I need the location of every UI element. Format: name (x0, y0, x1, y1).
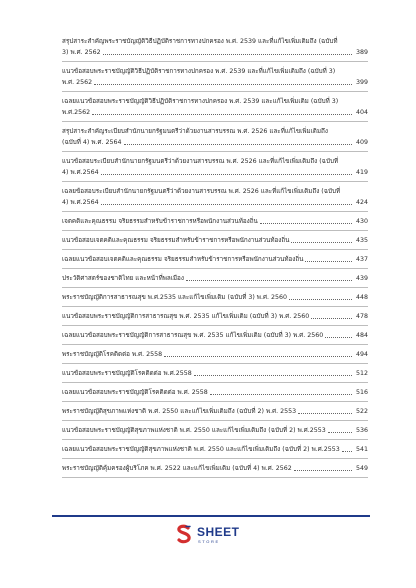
toc-divider (62, 477, 368, 478)
toc-entry-title: สรุปสาระสำคัญพระราชบัญญัติวิธีปฏิบัติราชการทางปกครอง พ.ศ. 2539 และที่แก้ไขเพิ่มเติมถึง (ฉบับที่ (62, 38, 338, 45)
toc-entry (62, 235, 368, 246)
toc-page-number: 439 (355, 275, 368, 282)
toc-divider (62, 230, 368, 231)
toc-entry (62, 330, 368, 341)
toc-divider (62, 287, 368, 288)
toc-divider (62, 401, 368, 402)
toc-entry (62, 96, 368, 118)
logo-s-icon (175, 524, 193, 544)
toc-divider (62, 344, 368, 345)
toc-entry (62, 444, 368, 455)
toc-entry-title: พระราชบัญญัติคุ้มครองผู้บริโภค พ.ศ. 2522 และแก้ไขเพิ่มเติม (ฉบับที่ 4) พ.ศ. 2562 (62, 465, 292, 472)
toc-page-number: 549 (355, 465, 368, 472)
toc-dot-leader (194, 375, 352, 376)
toc-divider (62, 211, 368, 212)
toc-page-number: 541 (355, 446, 368, 453)
toc-entry-title-continued: 4) พ.ศ.2564 (62, 169, 99, 176)
toc-page-number: 435 (355, 237, 368, 244)
toc-dot-leader (103, 54, 352, 55)
toc-dot-leader (342, 451, 352, 452)
toc-dot-leader (298, 413, 352, 414)
toc-entry-title: เฉลยแนวข้อสอบเจตคติและคุณธรรม จริยธรรมสำหรับข้าราชการหรือพนักงานส่วนท้องถิ่น (62, 256, 304, 263)
toc-dot-leader (101, 204, 352, 205)
toc-entry-title: พระราชบัญญัติการสาธารณสุข พ.ศ.2535 และแก้ไขเพิ่มเติม (ฉบับที่ 3) พ.ศ. 2560 (62, 294, 287, 301)
toc-dot-leader (210, 394, 352, 395)
toc-entry-title-continued: พ.ศ.2562 (62, 109, 91, 116)
toc-entry-title: แนวข้อสอบพระราชบัญญัติวิธีปฏิบัติราชการทางปกครอง พ.ศ. 2539 และที่แก้ไขเพิ่มเติมถึง (ฉบับที่ 3) (62, 68, 336, 75)
toc-entry-title: เฉลยแนวข้อสอบพระราชบัญญัติสุขภาพแห่งชาติ พ.ศ. 2550 และแก้ไขเพิ่มเติมถึง (ฉบับที่ 2) พ.ศ.2553 (62, 446, 340, 453)
toc-entry-title: แนวข้อสอบพระราชบัญญัติการสาธารณสุข พ.ศ. 2535 แก้ไขเพิ่มเติม (ฉบับที่ 3) พ.ศ. 2560 (62, 313, 310, 320)
toc-page-number: 409 (355, 139, 368, 146)
toc-divider (62, 121, 368, 122)
toc-entry-title-continued: 3) พ.ศ. 2562 (62, 49, 101, 56)
toc-divider (62, 249, 368, 250)
toc-page-number: 512 (355, 370, 368, 377)
toc-entry-title: เฉลยแนวข้อสอบพระราชบัญญัติการสาธารณสุข พ.ศ. 2535 แก้ไขเพิ่มเติม (ฉบับที่ 3) พ.ศ. 2560 (62, 332, 324, 339)
toc-entry-title-continued: พ.ศ. 2562 (62, 79, 93, 86)
toc-entry (62, 273, 368, 284)
toc-entry-title: สรุปสาระสำคัญระเบียบสำนักนายกรัฐมนตรีว่าด้วยงานสารบรรณ พ.ศ. 2526 และที่แก้ไขเพิ่มเติมถึง (62, 128, 328, 135)
toc-divider (62, 151, 368, 152)
toc-divider (62, 91, 368, 92)
toc-dot-leader (101, 174, 352, 175)
table-of-contents (62, 36, 368, 482)
toc-dot-leader (186, 280, 352, 281)
toc-entry-title: แนวข้อสอบระเบียบสำนักนายกรัฐมนตรีว่าด้วยงานสารบรรณ พ.ศ. 2526 และที่แก้ไขเพิ่มเติมถึง (ฉบับที่ (62, 158, 339, 165)
toc-entry-title: เจตคติและคุณธรรม จริยธรรมสำหรับข้าราชการหรือพนักงานส่วนท้องถิ่น (62, 218, 258, 225)
toc-entry (62, 368, 368, 379)
toc-entry (62, 66, 368, 88)
toc-page-number: 399 (355, 79, 368, 86)
toc-page-number: 424 (355, 199, 368, 206)
toc-page-number: 522 (355, 408, 368, 415)
toc-entry (62, 349, 368, 360)
toc-entry-title: แนวข้อสอบพระราชบัญญัติสุขภาพแห่งชาติ พ.ศ. 2550 และแก้ไขเพิ่มเติมถึง (ฉบับที่ 2) พ.ศ.2553 (62, 427, 326, 434)
toc-dot-leader (291, 242, 352, 243)
toc-entry (62, 387, 368, 398)
toc-entry-title: พระราชบัญญัติโรคติดต่อ พ.ศ. 2558 (62, 351, 163, 358)
toc-entry (62, 156, 368, 178)
toc-dot-leader (289, 299, 352, 300)
toc-entry (62, 406, 368, 417)
toc-divider (62, 420, 368, 421)
toc-page-number: 484 (355, 332, 368, 339)
toc-dot-leader (294, 470, 352, 471)
toc-page-number: 404 (355, 109, 368, 116)
toc-entry-title: ประวัติศาสตร์ของชาติไทย และหน้าที่พลเมือง (62, 275, 184, 282)
toc-page-number: 494 (355, 351, 368, 358)
toc-entry (62, 425, 368, 436)
toc-page-number: 516 (355, 389, 368, 396)
toc-page-number: 448 (355, 294, 368, 301)
toc-dot-leader (305, 261, 352, 262)
toc-entry-title: แนวข้อสอบเจตคติและคุณธรรม จริยธรรมสำหรับข้าราชการหรือพนักงานส่วนท้องถิ่น (62, 237, 290, 244)
toc-entry-title-continued: 4) พ.ศ.2564 (62, 199, 99, 206)
logo-brand: SHEET (197, 525, 240, 539)
toc-entry-title: เฉลยแนวข้อสอบพระราชบัญญัติวิธีปฏิบัติราชการทางปกครอง พ.ศ. 2539 และแก้ไขเพิ่มเติม (ฉบับที่ 3) (62, 98, 339, 105)
toc-divider (62, 458, 368, 459)
toc-entry (62, 126, 368, 148)
toc-divider (62, 181, 368, 182)
toc-entry (62, 463, 368, 474)
toc-entry-title-continued: (ฉบับที่ 4) พ.ศ. 2564 (62, 139, 122, 146)
toc-page-number: 419 (355, 169, 368, 176)
toc-entry (62, 36, 368, 58)
toc-page-number: 536 (355, 427, 368, 434)
toc-page-number: 478 (355, 313, 368, 320)
toc-divider (62, 325, 368, 326)
toc-dot-leader (164, 356, 352, 357)
toc-divider (62, 306, 368, 307)
toc-page-number: 389 (355, 49, 368, 56)
toc-divider (62, 382, 368, 383)
toc-divider (62, 268, 368, 269)
toc-dot-leader (124, 144, 352, 145)
toc-page-number: 437 (355, 256, 368, 263)
toc-dot-leader (92, 114, 352, 115)
toc-page-number: 430 (355, 218, 368, 225)
footer-rule (52, 515, 370, 517)
toc-entry-title: พระราชบัญญัติสุขภาพแห่งชาติ พ.ศ. 2550 และแก้ไขเพิ่มเติมถึง (ฉบับที่ 2) พ.ศ. 2553 (62, 408, 297, 415)
toc-divider (62, 61, 368, 62)
toc-dot-leader (260, 223, 352, 224)
toc-dot-leader (325, 337, 352, 338)
logo-brand-sub: STORE (198, 539, 220, 544)
toc-entry (62, 186, 368, 208)
toc-divider (62, 439, 368, 440)
toc-dot-leader (328, 432, 352, 433)
toc-dot-leader (94, 84, 352, 85)
toc-entry-title: เฉลยแนวข้อสอบพระราชบัญญัติโรคติดต่อ พ.ศ. 2558 (62, 389, 208, 396)
toc-dot-leader (311, 318, 352, 319)
toc-entry-title: แนวข้อสอบพระราชบัญญัติโรคติดต่อ พ.ศ.2558 (62, 370, 192, 377)
toc-entry (62, 311, 368, 322)
toc-entry (62, 292, 368, 303)
toc-entry (62, 216, 368, 227)
toc-entry (62, 254, 368, 265)
sheet-store-logo (175, 523, 245, 547)
toc-divider (62, 363, 368, 364)
toc-entry-title: เฉลยข้อสอบระเบียบสำนักนายกรัฐมนตรีว่าด้วยงานสารบรรณ พ.ศ. 2526 และที่แก้ไขเพิ่มเติมถึง (ฉบับที่ (62, 188, 341, 195)
